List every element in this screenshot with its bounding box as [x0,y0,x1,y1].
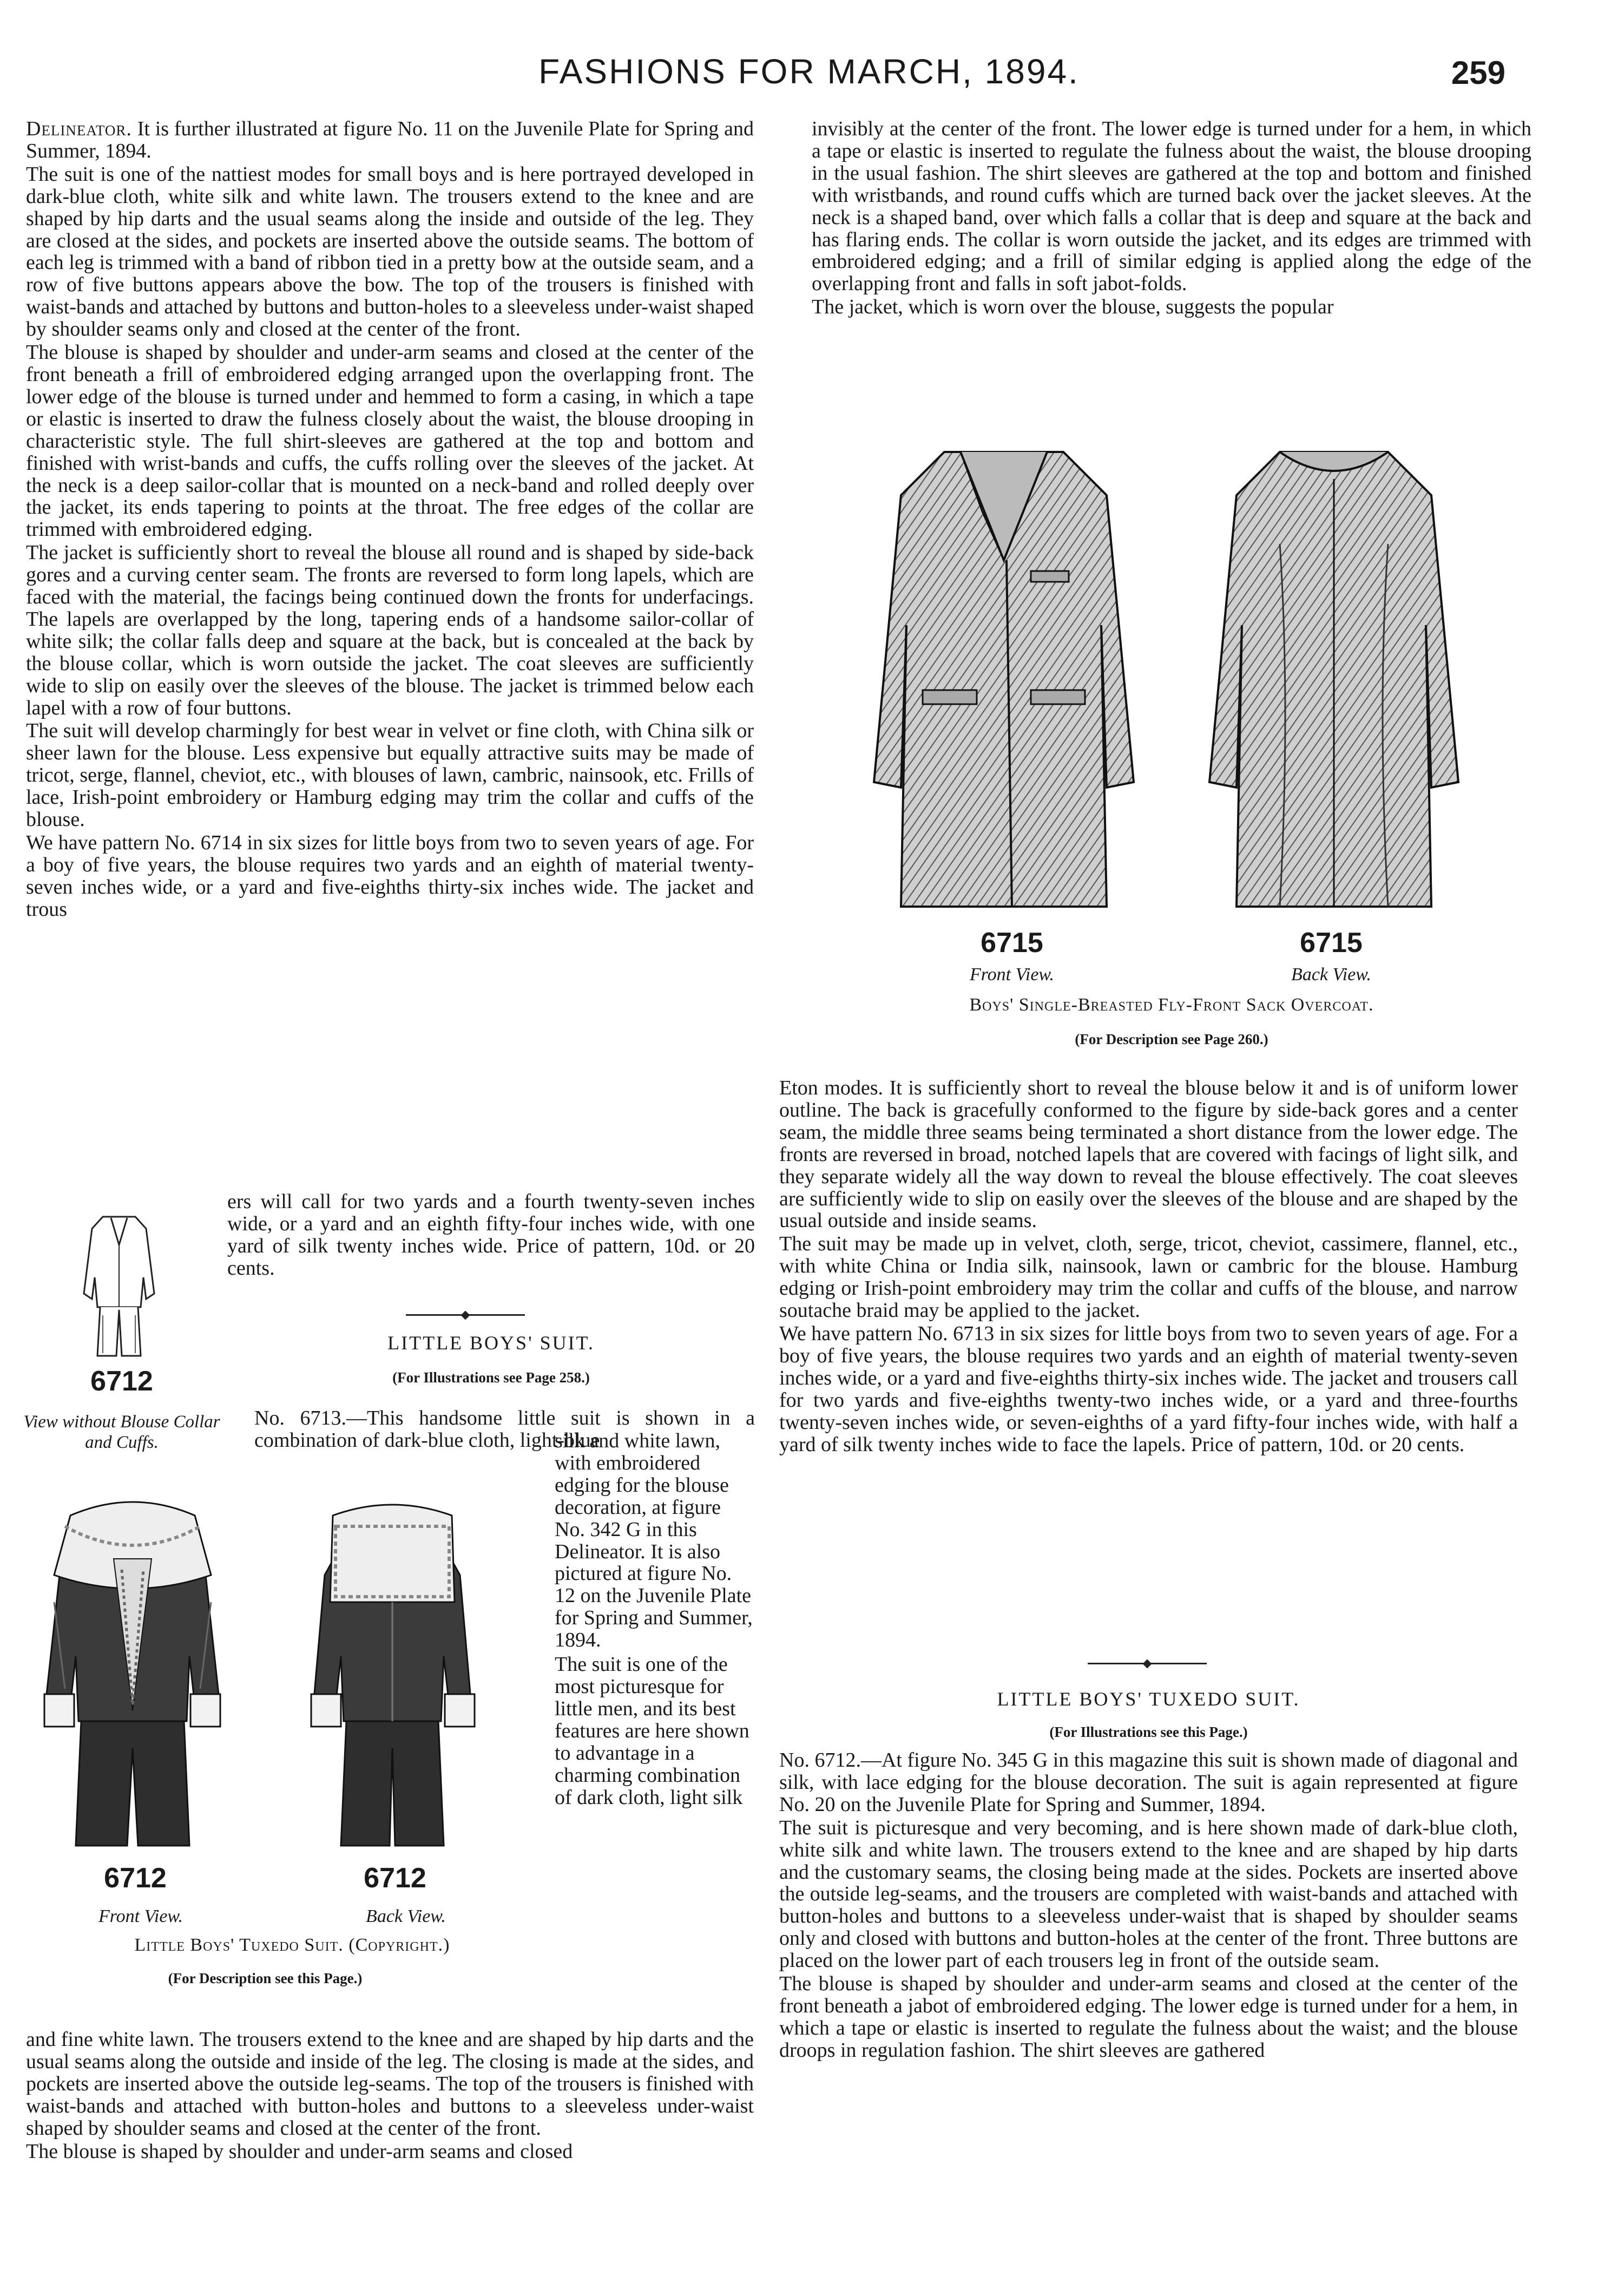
column-left-narrow [555,1430,755,1808]
paragraph: The suit is one of the most picturesque for little men, and its best features are here shown to advantage in a charming combination of dark cloth, light silk [555,1653,749,1809]
section-heading: LITTLE BOYS' TUXEDO SUIT. [997,1688,1300,1710]
figure-caption: View without Blouse Collar and Cuffs. [23,1412,220,1452]
figure-caption: Little Boys' Tuxedo Suit. (Copyright.) [134,1935,450,1955]
paragraph: silk and white lawn, with embroidered edging for the blouse decoration, at figure No. 342 G in this Delineator. It is also pictured at figure No. 12 on the Juvenile Plate for Spring and Summer, 1894. [555,1429,753,1652]
section-note: (For Illustrations see this Page.) [1049,1724,1248,1740]
figure-view-label: Front View. [969,965,1055,985]
column-left-bottom [26,2029,754,2162]
jacket-only-figure [65,1212,173,1364]
page-number: 259 [1451,55,1505,91]
figure-note: (For Description see this Page.) [168,1970,363,1986]
paragraph: and fine white lawn. The trousers extend to the knee and are shaped by hip darts and the usual seams along the outside and inside of the leg. The closing is made at the sides, and pockets are inserted above the outside leg-seams. The top of the trousers is finished with waist-bands and attached with button-holes and buttons to a sleeveless under-waist shaped by shoulder seams and closed at the center of the front. [26,2028,754,2140]
paragraph: No. 6713.—This handsome little suit is shown in a combination of dark-blue cloth, light-blue [254,1407,755,1452]
paragraph: We have pattern No. 6714 in six sizes for little boys from two to seven years of age. For a boy of five years, the blouse requires two yards and an eighth of material twenty-seven inches wide, or a yard and five-eighths thirty-six inches wide. The jacket and trous [26,831,754,921]
column-right-top [812,118,1531,318]
figure-number: 6715 [1300,927,1363,959]
divider-ornament [1143,1659,1152,1669]
paragraph: The suit is picturesque and very becoming, and is here shown made of dark-blue cloth, white silk and white lawn. The trousers extend to the knee and are shaped by hip darts and the customary seams, the closing being made at the sides. Pockets are inserted above the outside leg-seams, and the trousers are completed with waist-bands and attached with button-holes and buttons to a sleeveless under-waist that is shaped by shoulder seams only and closed with buttons and button-holes at the center of the front. Three buttons are placed on the lower part of each trousers leg in front of the outside seam. [779,1816,1518,1972]
figure-number: 6712 [364,1862,426,1894]
tuxedo-suit-front-figure [32,1494,233,1862]
paragraph: The suit is one of the nattiest modes for small boys and is here portrayed developed in dark-blue cloth, white silk and white lawn. The trousers extend to the knee and are shaped by hip darts and the usual seams along the inside and outside of the leg. They are closed at the sides, and pockets are inserted above the outside seams. The bottom of each leg is trimmed with a band of ribbon tied in a pretty bow at the outside seam, and a row of five buttons appears above the bow. The top of the trousers is finished with waist-bands and attached by buttons and button-holes to a sleeveless under-waist shaped by shoulder seams only and closed at the center of the front. [26,162,754,341]
paragraph: The blouse is shaped by shoulder and under-arm seams and closed at the center of the front beneath a jabot of embroidered edging. The lower edge is turned under for a hem, in which a tape or elastic is inserted to regulate the fulness about the waist; and the blouse droops in regulation fashion. The shirt sleeves are gathered [779,1972,1518,2062]
figure-view-label: Back View. [366,1906,446,1926]
overcoat-back-figure [1199,436,1469,917]
figure-caption: Boys' Single-Breasted Fly-Front Sack Overcoat. [969,995,1374,1015]
column-left-wrap [227,1191,755,1280]
paragraph: Delineator. It is further illustrated at figure No. 11 on the Juvenile Plate for Spring and Summer, 1894. [26,117,754,162]
figure-number: 6712 [90,1366,153,1397]
tuxedo-suit-back-figure [303,1494,482,1862]
paragraph: ers will call for two yards and a fourth twenty-seven inches wide, or a yard and an eighth fifty-four inches wide, with one yard of silk twenty inches wide. Price of pattern, 10d. or 20 cents. [227,1190,755,1280]
figure-view-label: Back View. [1291,965,1371,985]
column-left-top [26,118,754,1201]
figure-number: 6715 [981,927,1043,959]
figure-note: (For Description see Page 260.) [1075,1031,1268,1047]
paragraph: Eton modes. It is sufficiently short to reveal the blouse below it and is of uniform lower outline. The back is gracefully conformed to the figure by side-back gores and a center seam, the middle three seams being terminated a short distance from the lower edge. The fronts are reversed in broad, notched lapels that are covered with facings of light silk, and they separate widely all the way down to reveal the blouse effectively. The coat sleeves are sufficiently wide to slip on easily over the sleeves of the blouse and are shaped by the usual outside and inside seams. [779,1077,1518,1232]
paragraph: The jacket is sufficiently short to reveal the blouse all round and is shaped by side-back gores and a curving center seam. The fronts are reversed to form long lapels, which are faced with the material, the facings being continued down the fronts for underfacings. The lapels are overlapped by the long, tapering ends of a handsome sailor-collar of white silk; the collar falls deep and square at the back, but is concealed at the back by the blouse collar, which is worn outside the jacket. The coat sleeves are sufficiently wide to slip on easily over the sleeves of the blouse. The jacket is trimmed below each lapel with a row of four buttons. [26,541,754,719]
paragraph: The blouse is shaped by shoulder and under-arm seams and closed at the center of the front beneath a frill of embroidered edging arranged upon the overlapping front. The lower edge of the blouse is turned under and hemmed to form a casing, in which a tape or elastic is inserted to draw the fulness closely about the waist, the blouse drooping in characteristic style. The full shirt-sleeves are gathered at the top and bottom and finished with wrist-bands and cuffs, the cuffs rolling over the sleeves of the jacket. At the neck is a deep sailor-collar that is mounted on a neck-band and rolled deeply over the jacket, its ends tapering to points at the throat. The free edges of the collar are trimmed with embroidered edging. [26,341,754,541]
paragraph: The blouse is shaped by shoulder and under-arm seams and closed [26,2140,573,2163]
paragraph: The jacket, which is worn over the blouse, suggests the popular [812,296,1334,319]
figure-number: 6712 [104,1862,167,1894]
paragraph: The suit will develop charmingly for best wear in velvet or fine cloth, with China silk or sheer lawn for the blouse. Less expensive but equally attractive suits may be made of tricot, serge, flannel, cheviot, etc., with blouses of lawn, cambric, nainsook, etc. Frills of lace, Irish-point embroidery or Hamburg edging may trim the collar and cuffs of the blouse. [26,719,754,831]
section-note: (For Illustrations see Page 258.) [392,1369,590,1386]
divider-ornament [461,1311,470,1320]
paragraph: invisibly at the center of the front. The lower edge is turned under for a hem, in which a tape or elastic is inserted to regulate the fulness about the waist, the blouse drooping in the usual fashion. The shirt sleeves are gathered at the top and bottom and finished with wristbands, and round cuffs which are turned back over the jacket sleeves. At the neck is a shaped band, over which falls a collar that is deep and square at the back and has flaring ends. The collar is worn outside the jacket, and its edges are trimmed with embroidered edging; and a frill of similar edging is applied along the edge of the overlapping front and falls in soft jabot-folds. [812,117,1531,296]
paragraph: No. 6712.—At figure No. 345 G in this magazine this suit is shown made of diagonal and silk, with lace edging for the blouse decoration. The suit is again represented at figure No. 20 on the Juvenile Plate for Spring and Summer, 1894. [779,1749,1518,1816]
figure-view-label: Front View. [98,1906,183,1926]
paragraph: We have pattern No. 6713 in six sizes for little boys from two to seven years of age. For a boy of five years, the blouse requires two yards and an eighth of material twenty-seven inches wide, or a yard and five-eighths thirty-six inches wide. The jacket and trousers call for two yards and five-eighths twenty-two inches wide, or a yard and three-fourths twenty-seven inches wide, or seven-eighths of a yard fifty-four inches wide, with half a yard of silk twenty inches wide to face the lapels. Price of pattern, 10d. or 20 cents. [779,1322,1518,1456]
paragraph: The suit may be made up in velvet, cloth, serge, tricot, cheviot, cassimere, flannel, etc., with white China or India silk, nainsook, lawn or cambric for the blouse. Hamburg edging or Irish-point embroidery may trim the collar and cuffs of the blouse, and narrow soutache braid may be applied to the jacket. [779,1232,1518,1322]
column-right-bottom [779,1749,1518,2062]
page-title: FASHIONS FOR MARCH, 1894. [538,52,1080,91]
section-heading: LITTLE BOYS' SUIT. [387,1332,595,1354]
column-right-middle [779,1077,1518,1455]
overcoat-front-figure [852,436,1155,917]
